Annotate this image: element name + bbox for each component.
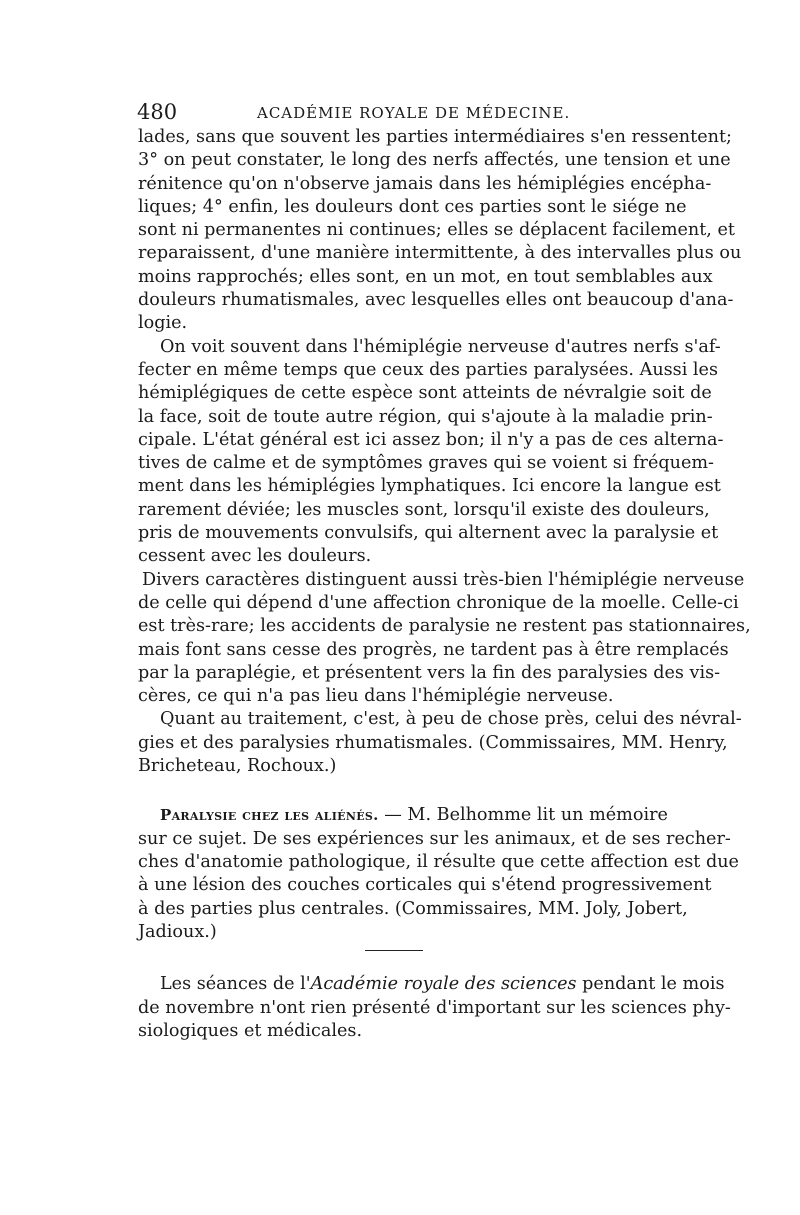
text-line: mais font sans cesse des progrès, ne tardent pas à être remplacés [138, 639, 729, 660]
text-line: ment dans les hémiplégies lymphatiques. Ici encore la langue est [138, 476, 721, 497]
paragraph-treatment [138, 708, 742, 778]
text-line: Divers caractères distinguent aussi très-bien l'hémiplégie nerveuse [142, 569, 745, 590]
text-line: de novembre n'ont rien présenté d'important sur les sciences phy- [138, 997, 731, 1018]
body-text [138, 126, 751, 1043]
separator-rule-wrap [138, 950, 666, 973]
text-line: Jadioux.) [138, 921, 217, 942]
page-number: 480 [137, 100, 178, 124]
paragraph-hemiplegia-symptoms [138, 126, 742, 336]
text-line: cères, ce qui n'a pas lieu dans l'hémiplégie nerveuse. [138, 686, 614, 707]
text-line: On voit souvent dans l'hémiplégie nerveuse d'autres nerfs s'af- [160, 336, 721, 357]
text-line: par la paraplégie, et présentent vers la fin des paralysies des vis- [138, 662, 721, 683]
text-line [138, 973, 725, 996]
text-line: Quant au traitement, c'est, à peu de chose près, celui des névral- [160, 709, 742, 730]
section-gap [138, 778, 666, 804]
text-line: 3° on peut constater, le long des nerfs affectés, une tension et une [138, 150, 731, 171]
text-line: ches d'anatomie pathologique, il résulte que cette affection est due [138, 851, 739, 872]
paragraph-nervous-hemiplegia [138, 336, 724, 569]
text-line: sont ni permanentes ni continues; elles se déplacent facilement, et [138, 220, 735, 241]
text-line: logie. [138, 313, 188, 334]
text-line: rénitence qu'on n'observe jamais dans les hémiplégies encépha- [138, 173, 712, 194]
text-line: siologiques et médicales. [138, 1020, 363, 1041]
text-line: lades, sans que souvent les parties intermédiaires s'en ressentent; [138, 127, 732, 147]
text-line: hémiplégiques de cette espèce sont atteints de névralgie soit de [138, 383, 712, 404]
closing-text-end: pendant le mois [576, 974, 725, 995]
text-line: reparaissent, d'une manière intermittente, à des intervalles plus ou [138, 243, 742, 264]
text-line: à des parties plus centrales. (Commissaires, MM. Joly, Jobert, [138, 898, 688, 919]
academy-name: Académie royale des sciences [310, 974, 577, 995]
text-line: la face, soit de toute autre région, qui s'ajoute à la maladie prin- [138, 406, 713, 427]
closing-text-start: Les séances de l' [160, 974, 311, 995]
paragraph-distinguishing-features [138, 569, 751, 709]
section-title: Paralysie chez les aliénés. [160, 806, 379, 825]
text-line: douleurs rhumatismales, avec lesquelles elles ont beaucoup d'ana- [138, 290, 734, 311]
text-line: fecter en même temps que ceux des parties paralysées. Aussi les [138, 359, 718, 380]
text-line: cessent avec les douleurs. [138, 546, 372, 567]
text-line: à une lésion des couches corticales qui s'étend progressivement [138, 875, 712, 896]
section-first-line [138, 804, 666, 827]
text-line: sur ce sujet. De ses expériences sur les animaux, et de ses recher- [138, 828, 731, 849]
text-line: cipale. L'état général est ici assez bon; il n'y a pas de ces alterna- [138, 429, 724, 450]
text-line: tives de calme et de symptômes graves qui se voient si fréquem- [138, 453, 714, 474]
section-first-line-text: — M. Belhomme lit un mémoire [378, 805, 668, 826]
text-line: gies et des paralysies rhumatismales. (Commissaires, MM. Henry, [138, 732, 728, 753]
text-line: moins rapprochés; elles sont, en un mot, en tout semblables aux [138, 266, 713, 287]
paragraph-academy-sciences [138, 973, 731, 1043]
text-line: rarement déviée; les muscles sont, lorsqu'il existe des douleurs, [138, 499, 710, 520]
text-line: est très-rare; les accidents de paralysie ne restent pas stationnaires, [138, 616, 751, 637]
text-line: Bricheteau, Rochoux.) [138, 756, 337, 777]
text-line: pris de mouvements convulsifs, qui alternent avec la paralysie et [138, 523, 719, 544]
separator-rule [365, 950, 423, 951]
section-paralysis-insane [138, 804, 739, 944]
text-line: de celle qui dépend d'une affection chronique de la moelle. Celle-ci [138, 592, 739, 613]
running-title: ACADÉMIE ROYALE DE MÉDECINE. [257, 104, 571, 122]
text-line: liques; 4° enfin, les douleurs dont ces parties sont le siége ne [138, 196, 687, 217]
